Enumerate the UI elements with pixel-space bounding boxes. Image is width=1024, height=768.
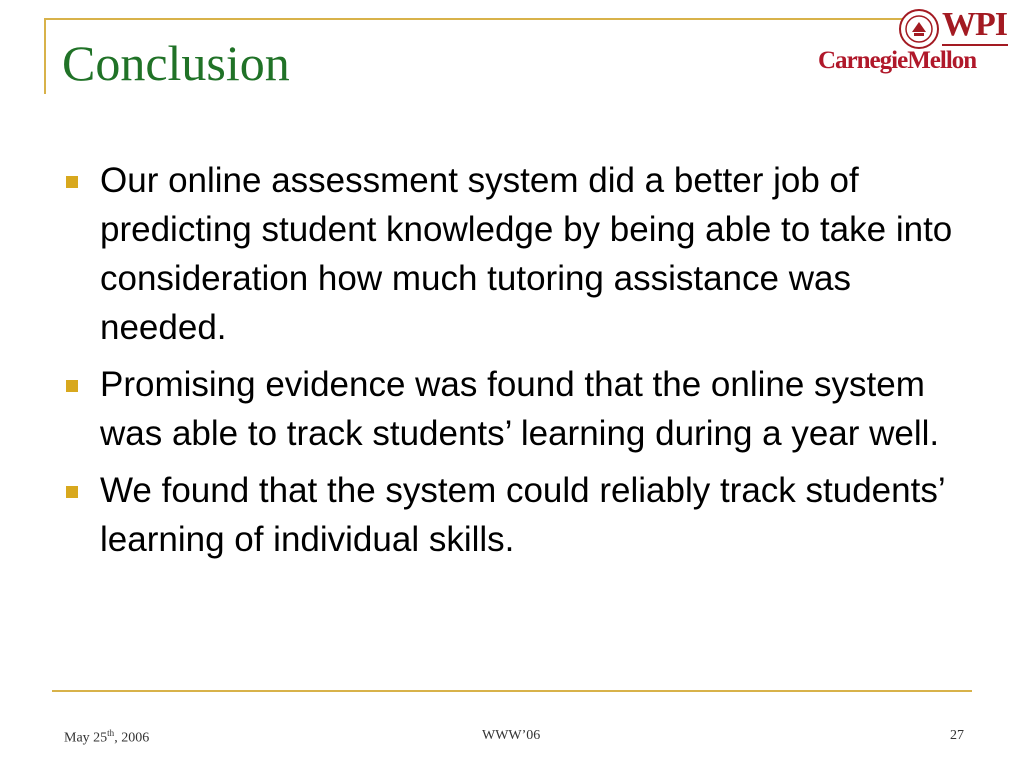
- bullet-item: [62, 156, 982, 352]
- bullet-square-icon: [66, 380, 78, 392]
- footer-conference: WWW’06: [482, 728, 541, 743]
- wpi-logo-underline: [942, 44, 1008, 46]
- slide-title: Conclusion: [62, 35, 290, 91]
- wpi-logo-text: WPI: [942, 6, 1007, 43]
- logo-area: [814, 6, 1014, 78]
- footer-date-suffix: , 2006: [114, 730, 150, 746]
- bullet-item: [62, 466, 982, 564]
- cmu-logo-text: CarnegieMellon: [818, 47, 977, 74]
- bullet-text: Promising evidence was found that the online system was able to track students’ learning during a year well.: [100, 365, 940, 453]
- footer-divider: [52, 690, 972, 692]
- footer-date-suffix-sup: th: [107, 728, 115, 738]
- wpi-seal-icon: [898, 8, 940, 50]
- bullet-text: We found that the system could reliably track students’ learning of individual skills.: [100, 471, 945, 559]
- bullet-text: Our online assessment system did a better job of predicting student knowledge by being able to take into consideration how much tutoring assistance was needed.: [100, 161, 953, 347]
- title-frame-horizontal-line: [44, 18, 914, 20]
- bullet-list: [62, 156, 982, 572]
- footer-page-number: 27: [950, 728, 964, 743]
- title-frame-vertical-line: [44, 18, 46, 94]
- bullet-square-icon: [66, 176, 78, 188]
- footer-date-prefix: May 25: [64, 730, 108, 746]
- bullet-item: [62, 360, 982, 458]
- footer-date: [64, 728, 149, 747]
- bullet-square-icon: [66, 486, 78, 498]
